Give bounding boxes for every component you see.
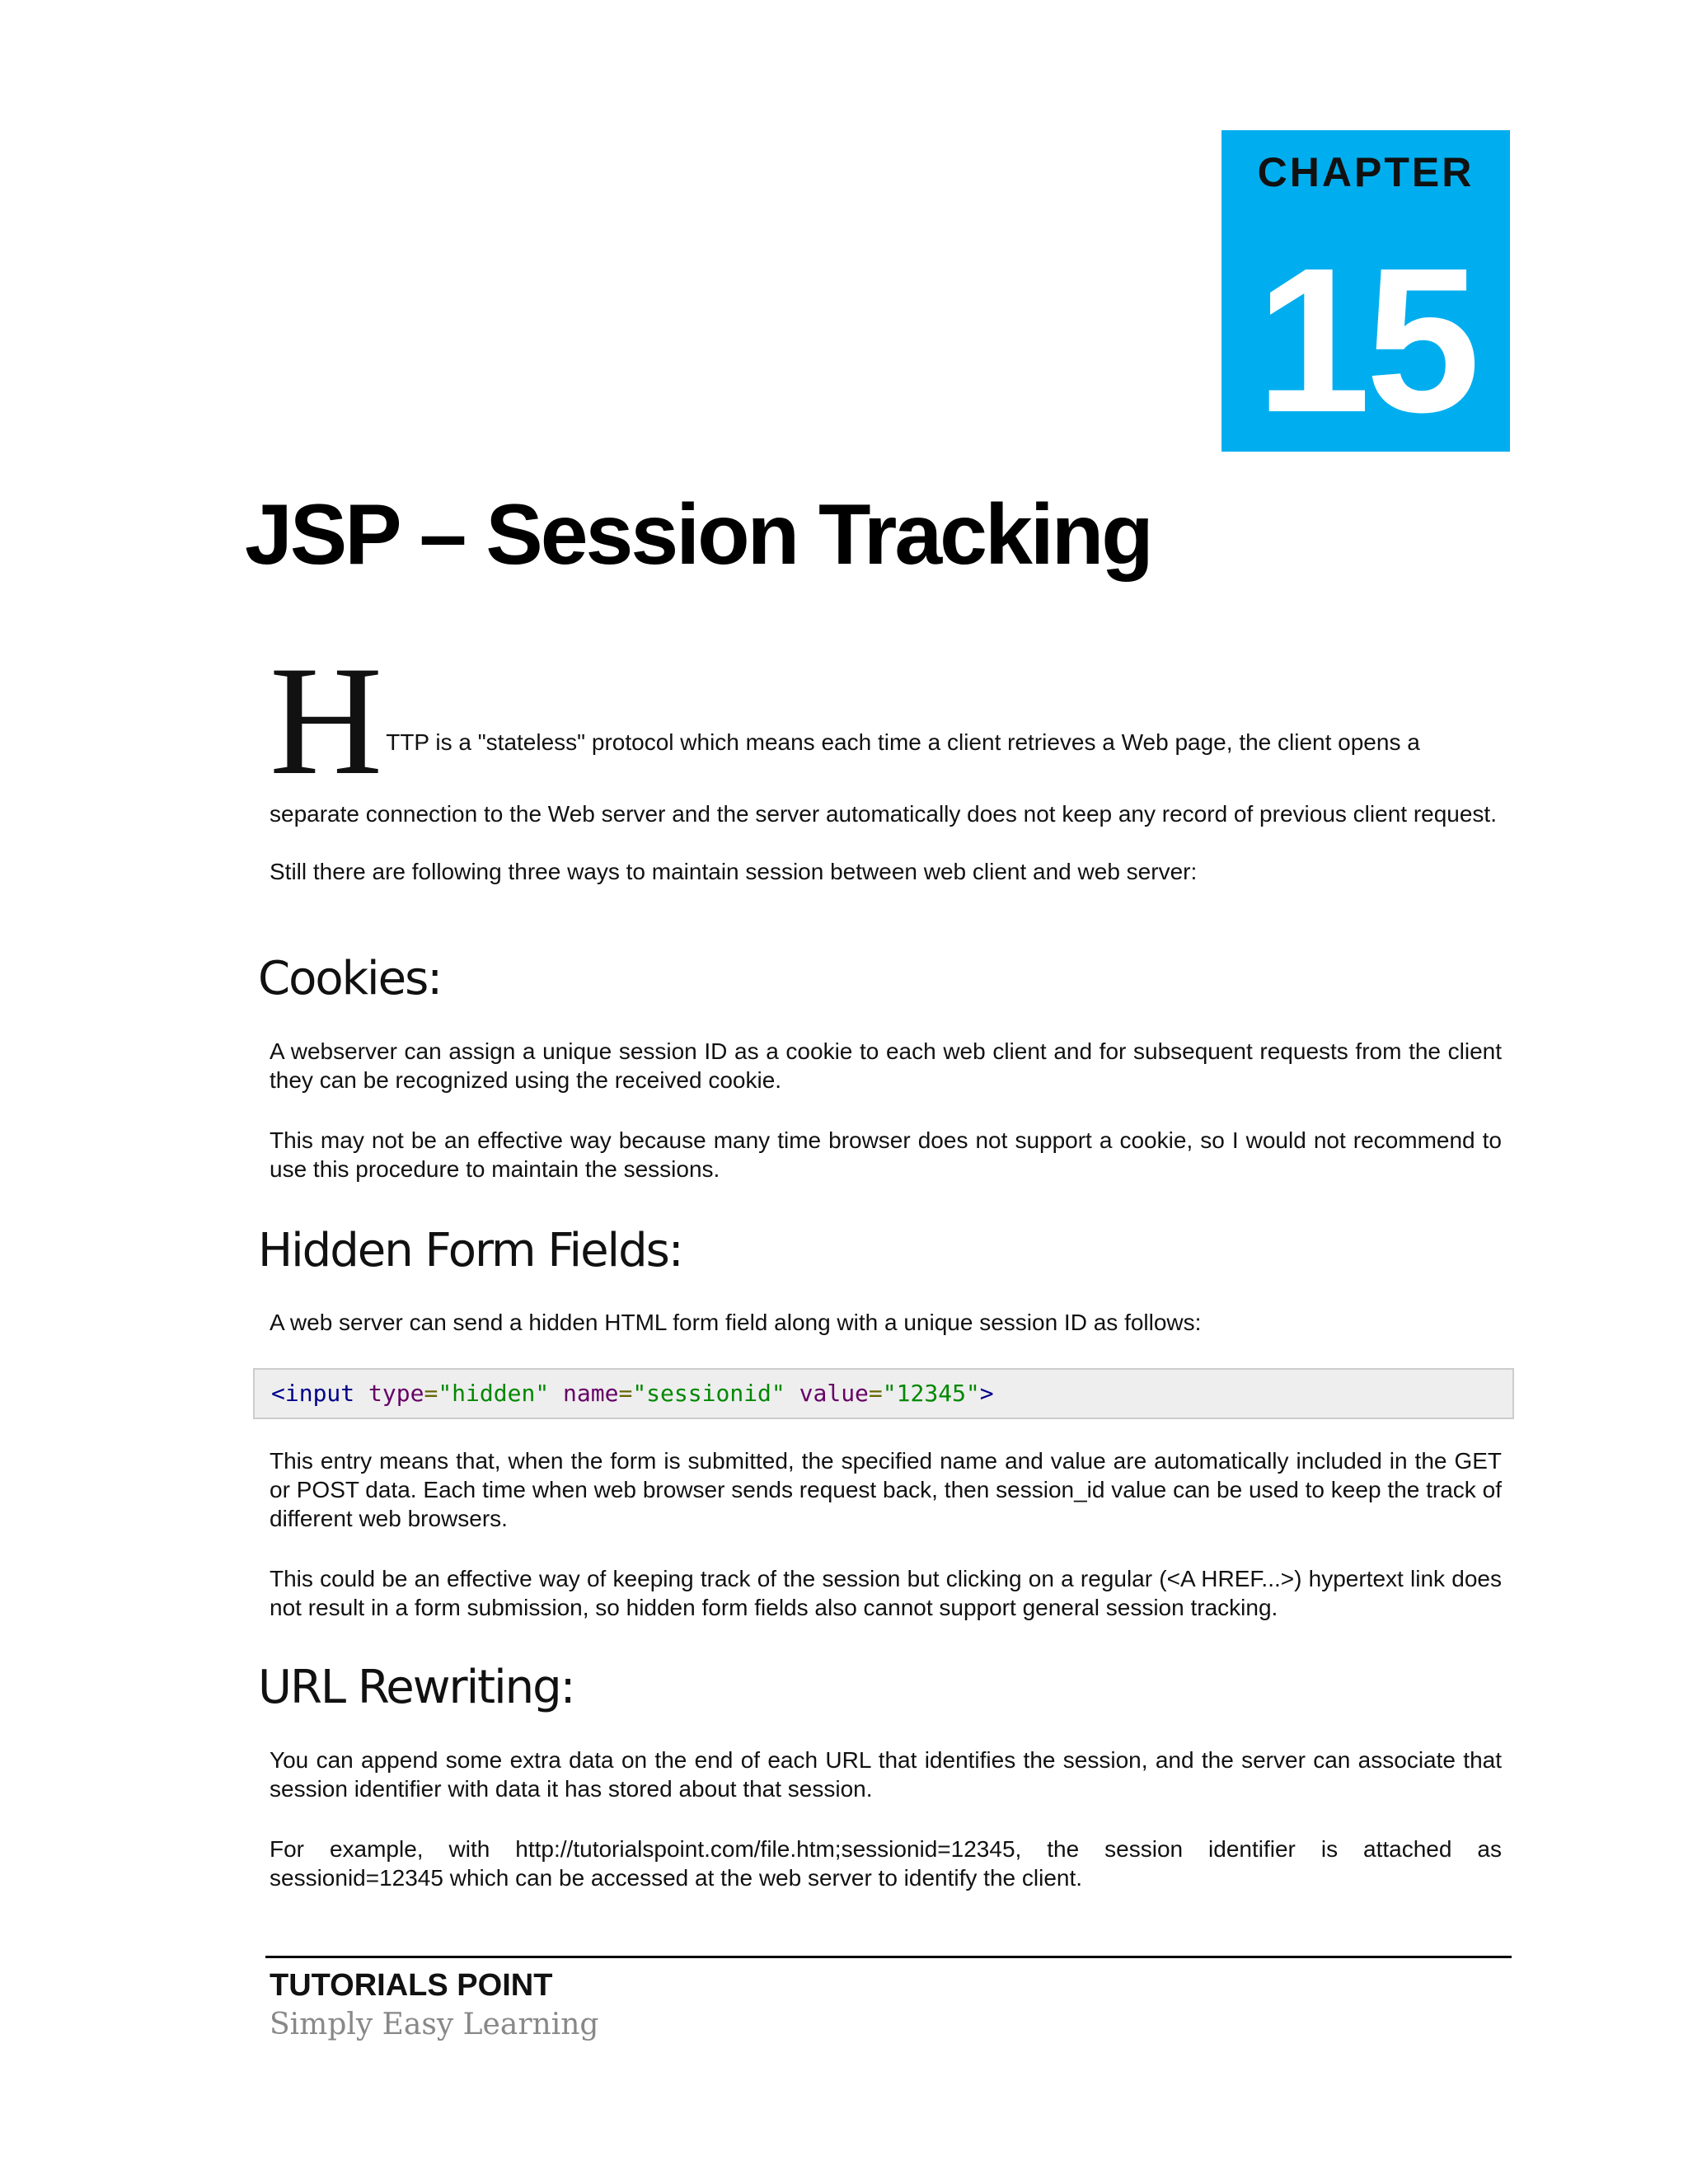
code-value: "sessionid" (632, 1380, 785, 1407)
intro-section (270, 635, 1502, 886)
code-tag-close: > (979, 1380, 994, 1407)
footer-brand: TUTORIALS POINT (270, 1968, 553, 2003)
code-block: <input type="hidden" name="sessionid" value="12345"> (253, 1368, 1514, 1419)
intro-first-line: TTP is a "stateless" protocol which means each time a client retrieves a Web page, the client opens a (386, 729, 1420, 755)
url-paragraph-1: You can append some extra data on the end of each URL that identifies the session, and the server can associate that session identifier with data it has stored about that session. (270, 1747, 1502, 1802)
hidden-fields-body (270, 1446, 1502, 1622)
page-title: JSP – Session Tracking (245, 487, 1151, 583)
url-rewriting-section (270, 1746, 1502, 1892)
hidden-paragraph-3: This could be an effective way of keeping track of the session but clicking on a regular (<A HREF...>) hypertext link does not result in a form submission, so hidden form fields also cannot support general session tracking. (270, 1566, 1502, 1620)
code-value: "hidden" (438, 1380, 550, 1407)
cookies-paragraph-2: This may not be an effective way because many time browser does not support a cookie, so I would not recommend to use this procedure to maintain the sessions. (270, 1127, 1502, 1182)
footer-divider (265, 1956, 1512, 1958)
url-paragraph-2: For example, with http://tutorialspoint.com/file.htm;sessionid=12345, the session identifier is attached as sessionid=12345 which can be accessed at the web server to identify the client. (270, 1836, 1502, 1891)
chapter-number: 15 (1255, 225, 1476, 455)
hidden-paragraph-2: This entry means that, when the form is submitted, the specified name and value are automatically included in the GET or POST data. Each time when web browser sends request back, then session_id value can be used to keep the track of different web browsers. (270, 1448, 1502, 1531)
code-attr: value (799, 1380, 869, 1407)
hidden-paragraph-1: A web server can send a hidden HTML form field along with a unique session ID as follows: (270, 1310, 1202, 1335)
code-attr: type (368, 1380, 424, 1407)
cookies-section (270, 1037, 1502, 1183)
footer-tagline: Simply Easy Learning (270, 2008, 599, 2041)
intro-ways: Still there are following three ways to maintain session between web client and web server: (270, 859, 1198, 884)
code-tag-open: <input (271, 1380, 355, 1407)
cookies-heading: Cookies: (258, 952, 442, 1005)
hidden-fields-heading: Hidden Form Fields: (258, 1224, 682, 1277)
chapter-label: CHAPTER (1257, 149, 1475, 195)
url-rewriting-heading: URL Rewriting: (258, 1661, 574, 1714)
chapter-badge (1221, 130, 1510, 455)
intro-continuation: separate connection to the Web server and the server automatically does not keep any record of previous client request. (270, 801, 1497, 827)
code-attr: name (563, 1380, 619, 1407)
cookies-paragraph-1: A webserver can assign a unique session ID as a cookie to each web client and for subsequent requests from the client they can be recognized using the received cookie. (270, 1038, 1502, 1093)
hidden-fields-intro (270, 1308, 1502, 1337)
code-value: "12345" (882, 1380, 980, 1407)
dropcap: H (270, 635, 383, 808)
